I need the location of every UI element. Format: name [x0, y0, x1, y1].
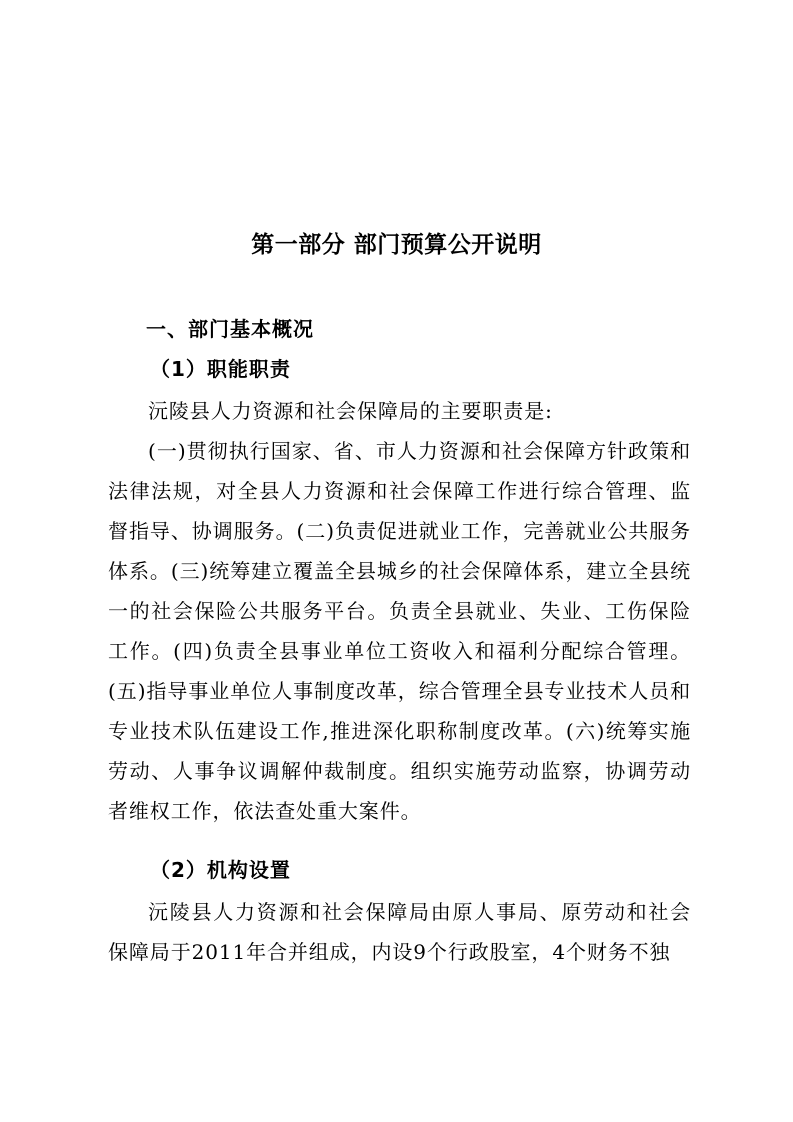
subsection-heading-functions: （1）职能职责: [150, 357, 291, 381]
document-title: 第一部分 部门预算公开说明: [251, 232, 542, 258]
section-heading-basic-overview: 一、部门基本概况: [146, 317, 314, 341]
functions-intro-paragraph: 沅陵县人力资源和社会保障局的主要职责是:: [148, 399, 553, 423]
subsection-heading-organization: （2）机构设置: [150, 858, 291, 882]
functions-duties-paragraph: (一)贯彻执行国家、省、市人力资源和社会保障方针政策和法律法规，对全县人力资源和社会保障工作进行综合管理、监督指导、协调服务。(二)负责促进就业工作，完善就业公共服务体系。(三)统筹建立覆盖全县城乡的社会保障体系，建立全县统一的社会保险公共服务平台。负责全县就业、失业、工伤保险工作。(四)负责全县事业单位工资收入和福利分配综合管理。(五)指导事业单位人事制度改革，综合管理全县专业技术人员和专业技术队伍建设工作,推进深化职称制度改革。(六)统筹实施劳动、人事争议调解仲裁制度。组织实施劳动监察，协调劳动者维权工作，依法查处重大案件。: [108, 439, 691, 823]
organization-paragraph: 沅陵县人力资源和社会保障局由原人事局、原劳动和社会保障局于2011年合并组成，内设9个行政股室，4个财务不独: [108, 900, 691, 964]
